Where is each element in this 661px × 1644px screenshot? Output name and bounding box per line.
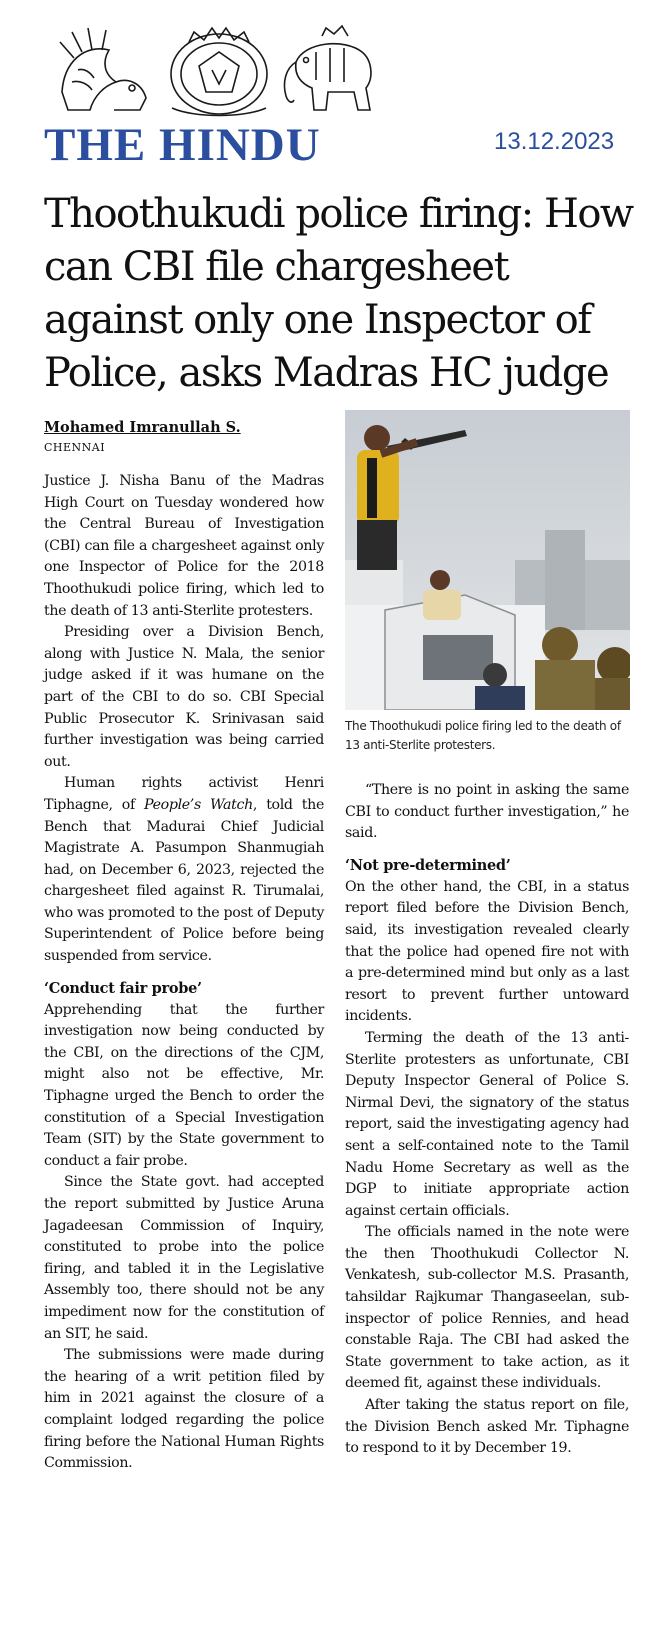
article-paragraph: Apprehending that the further investigation now being conducted by the CBI, on the directions of the CJM, might also not be effective, Mr. Tiphagne urged the Bench to order the constitution of a Special Investigation Team (SIT) by the State government to conduct a fair probe.	[44, 1001, 324, 1169]
article-paragraph: Since the State govt. had accepted the report submitted by Justice Aruna Jagadeesan Commission of Inquiry, constituted to probe into the police firing, and tabled it in the Legislative Assembly too, there should not be any impediment now for the constitution of an SIT, he said.	[44, 1174, 324, 1342]
article-paragraph: Terming the death of the 13 anti-Sterlite protesters as unfortunate, CBI Deputy Inspector General of Police S. Nirmal Devi, the signatory of the status report, said the investigating agency had sent a self-contained note to the Tamil Nadu Home Secretary as well as the DGP to initiate appropriate action against certain officials.	[345, 1029, 629, 1219]
article-column-right	[345, 780, 629, 1460]
article-paragraph: Justice J. Nisha Banu of the Madras High Court on Tuesday wondered how the Central Bureau of Investigation (CBI) can file a chargesheet against only one Inspector of Police for the 2018 Thoothukudi police firing, which led to the death of 13 anti-Sterlite protesters.	[44, 473, 324, 619]
article-paragraph: The officials named in the note were the then Thoothukudi Collector N. Venkatesh, sub-collector M.S. Prasanth, tahsildar Rajkumar Thangaseelan, sub-inspector of police Rennies, and head constable Raja. The CBI had asked the State government to take action, as it deemed fit, against these individuals.	[345, 1224, 629, 1392]
subheading: ‘Conduct fair probe’	[44, 979, 202, 997]
article-photo	[345, 410, 630, 710]
article-paragraph: On the other hand, the CBI, in a status report filed before the Division Bench, said, its investigation revealed clearly that the police had opened fire not with a pre-determined mind but only as a last resort to prevent further untoward incidents.	[345, 878, 629, 1025]
article-paragraph: The submissions were made during the hearing of a writ petition filed by him in 2021 against the closure of a complaint lodged regarding the police firing before the National Human Rights Commission.	[44, 1347, 324, 1472]
article-paragraph: Presiding over a Division Bench, along with Justice N. Mala, the senior judge asked if it was humane on the part of the CBI to do so. CBI Special Public Prosecutor K. Srinivasan said further investigation was being carried out.	[44, 624, 324, 770]
article-byline: Mohamed Imranullah S.	[44, 419, 241, 436]
article-paragraph: After taking the status report on file, the Division Bench asked Mr. Tiphagne to respond to it by December 19.	[345, 1397, 629, 1457]
subheading: ‘Not pre-determined’	[345, 856, 511, 874]
publication-date: 13.12.2023	[494, 128, 615, 155]
photo-caption: The Thoothukudi police firing led to the death of 13 anti-Sterlite protesters.	[345, 719, 621, 752]
article-dateline: CHENNAI	[44, 441, 106, 454]
article-paragraph: “There is no point in asking the same CBI to conduct further investigation,” he said.	[345, 782, 629, 842]
article-paragraph	[44, 773, 324, 967]
article-headline: Thoothukudi police firing: How can CBI file chargesheet against only one Inspector of Police, asks Madras HC judge	[44, 191, 633, 396]
paragraph-text: , told the Bench that Madurai Chief Judicial Magistrate A. Pasumpon Shanmugiah had, on December 6, 2023, rejected the chargesheet filed against R. Tirumalai, who was promoted to the post of Deputy Superintendent of Police before being suspended from service.	[44, 796, 324, 965]
masthead-emblem-icon	[54, 22, 384, 122]
article-column-left	[44, 471, 324, 1475]
paragraph-text: Human rights activist Henri Tiphagne, of	[44, 775, 324, 813]
publication-name: People’s Watch	[144, 796, 253, 813]
newspaper-masthead-title: THE HINDU	[44, 119, 321, 171]
